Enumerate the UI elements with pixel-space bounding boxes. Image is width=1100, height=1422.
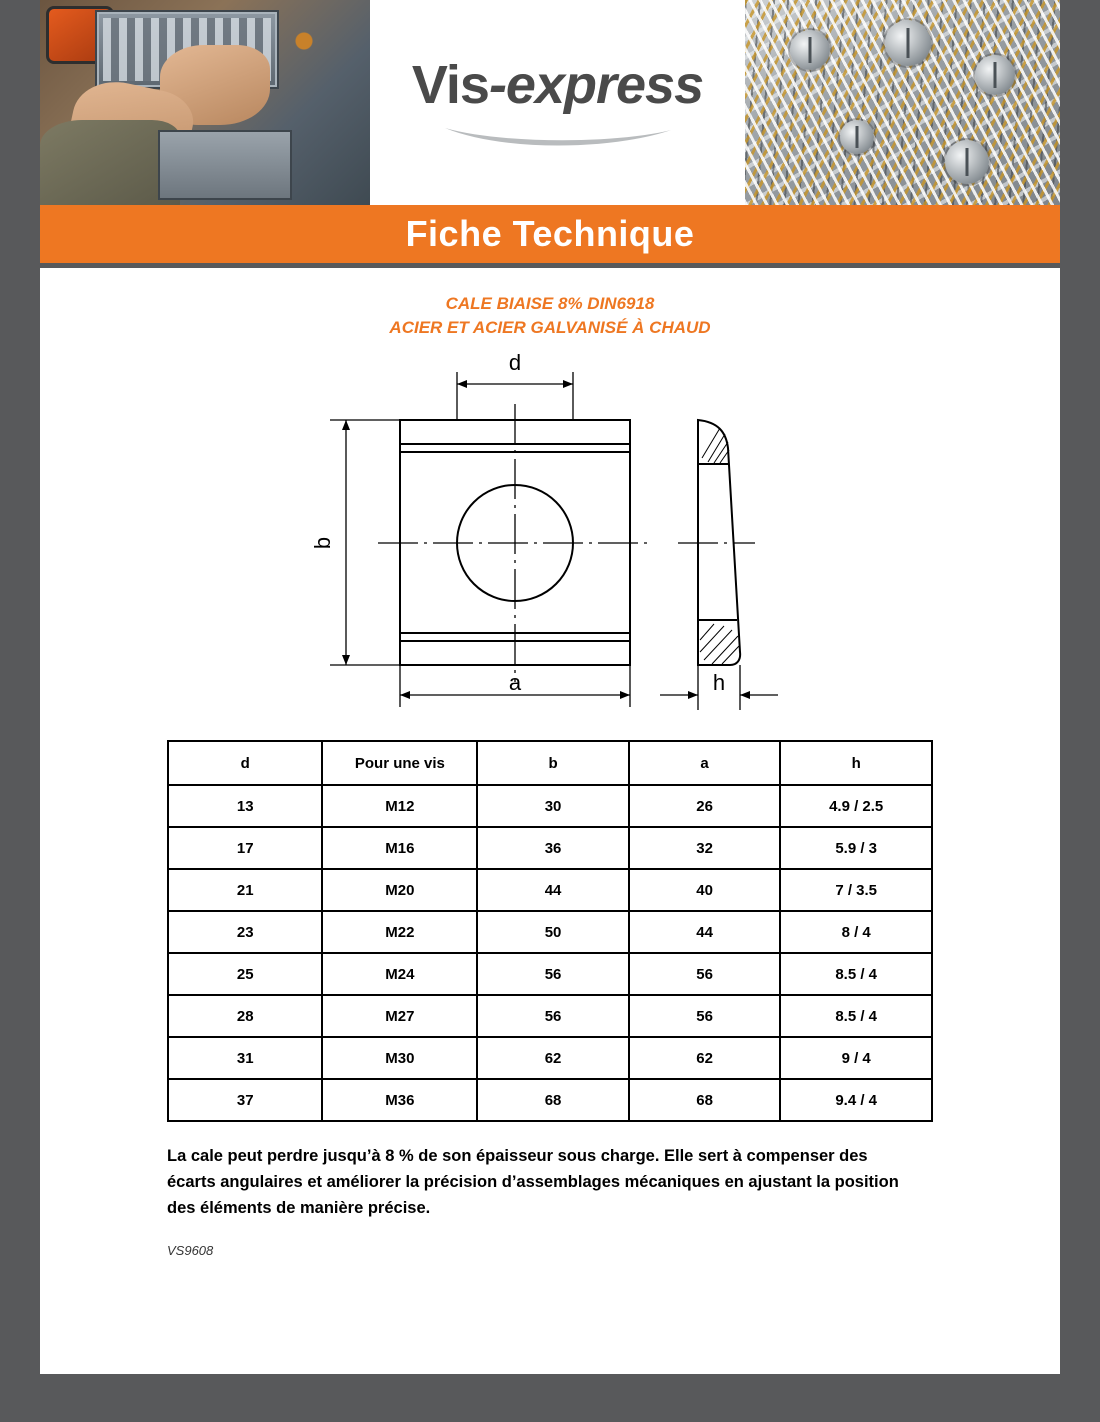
table-row — [168, 953, 932, 995]
dimension-label-b: b — [310, 536, 335, 550]
specification-table — [167, 740, 933, 1122]
cell-h: 8 / 4 — [780, 911, 932, 953]
cell-d: 28 — [168, 995, 322, 1037]
brand-name-suffix: -express — [488, 54, 704, 115]
cell-a: 26 — [629, 785, 781, 827]
screw-head-icon — [975, 55, 1015, 95]
banner-fiche-technique — [40, 205, 1060, 263]
product-title-line-2: ACIER ET ACIER GALVANISÉ À CHAUD — [389, 318, 711, 337]
brand-logo — [370, 0, 745, 205]
cell-a: 68 — [629, 1079, 781, 1121]
screw-head-icon — [840, 120, 874, 154]
page-title — [40, 292, 1060, 340]
cell-vis: M22 — [322, 911, 477, 953]
table-row — [168, 1037, 932, 1079]
table-row — [168, 911, 932, 953]
cell-d: 31 — [168, 1037, 322, 1079]
table-row — [168, 995, 932, 1037]
dimension-label-a: a — [508, 670, 522, 695]
brand-name-main: Vis — [411, 54, 489, 115]
cell-d: 23 — [168, 911, 322, 953]
banner-title: Fiche Technique — [405, 213, 695, 254]
technical-drawing — [300, 352, 820, 732]
cell-d: 17 — [168, 827, 322, 869]
column-header-a: a — [629, 741, 781, 785]
column-header-h: h — [780, 741, 932, 785]
cell-b: 68 — [477, 1079, 629, 1121]
cell-vis: M27 — [322, 995, 477, 1037]
cell-vis: M36 — [322, 1079, 477, 1121]
screw-head-icon — [945, 140, 989, 184]
page-frame-left-bar — [0, 0, 40, 1422]
table-row — [168, 869, 932, 911]
brand-logo-text — [411, 54, 704, 115]
washer-dimension-drawing — [300, 352, 820, 732]
cell-vis: M16 — [322, 827, 477, 869]
cell-vis: M24 — [322, 953, 477, 995]
cell-d: 13 — [168, 785, 322, 827]
table-header-row — [168, 741, 932, 785]
page-frame-bottom-bar — [0, 1374, 1100, 1422]
cell-b: 56 — [477, 953, 629, 995]
cell-a: 40 — [629, 869, 781, 911]
banner-divider — [40, 263, 1060, 268]
column-header-vis: Pour une vis — [322, 741, 477, 785]
second-tray — [158, 130, 292, 200]
cell-a: 32 — [629, 827, 781, 869]
cell-d: 37 — [168, 1079, 322, 1121]
page-frame-right-bar — [1060, 0, 1100, 1422]
cell-h: 5.9 / 3 — [780, 827, 932, 869]
page-header — [40, 0, 1060, 205]
dimension-label-h: h — [712, 670, 726, 695]
swoosh-icon — [443, 122, 673, 148]
cell-b: 62 — [477, 1037, 629, 1079]
table-row — [168, 1079, 932, 1121]
cell-h: 7 / 3.5 — [780, 869, 932, 911]
dimension-label-d: d — [508, 352, 522, 375]
cell-d: 25 — [168, 953, 322, 995]
table-row — [168, 785, 932, 827]
cell-b: 30 — [477, 785, 629, 827]
cell-h: 8.5 / 4 — [780, 953, 932, 995]
workshop-photo — [40, 0, 370, 205]
cell-h: 9 / 4 — [780, 1037, 932, 1079]
screws-photo — [745, 0, 1060, 205]
cell-b: 50 — [477, 911, 629, 953]
cell-vis: M20 — [322, 869, 477, 911]
cell-h: 9.4 / 4 — [780, 1079, 932, 1121]
cell-vis: M12 — [322, 785, 477, 827]
cell-vis: M30 — [322, 1037, 477, 1079]
screw-head-icon — [790, 30, 830, 70]
column-header-b: b — [477, 741, 629, 785]
cell-a: 62 — [629, 1037, 781, 1079]
cell-b: 56 — [477, 995, 629, 1037]
screw-head-icon — [885, 20, 931, 66]
product-description: La cale peut perdre jusqu’à 8 % de son épaisseur sous charge. Elle sert à compenser des écarts angulaires et améliorer la précision d’assemblages mécaniques en ajustant la position des éléments de manière précise. — [167, 1147, 899, 1217]
cell-h: 4.9 / 2.5 — [780, 785, 932, 827]
table-row — [168, 827, 932, 869]
product-title-line-1: CALE BIAISE 8% DIN6918 — [445, 294, 655, 313]
cell-a: 44 — [629, 911, 781, 953]
column-header-d: d — [168, 741, 322, 785]
cell-h: 8.5 / 4 — [780, 995, 932, 1037]
cell-b: 36 — [477, 827, 629, 869]
cell-a: 56 — [629, 995, 781, 1037]
cell-b: 44 — [477, 869, 629, 911]
cell-d: 21 — [168, 869, 322, 911]
reference-code: VS9608 — [167, 1243, 214, 1258]
cell-a: 56 — [629, 953, 781, 995]
